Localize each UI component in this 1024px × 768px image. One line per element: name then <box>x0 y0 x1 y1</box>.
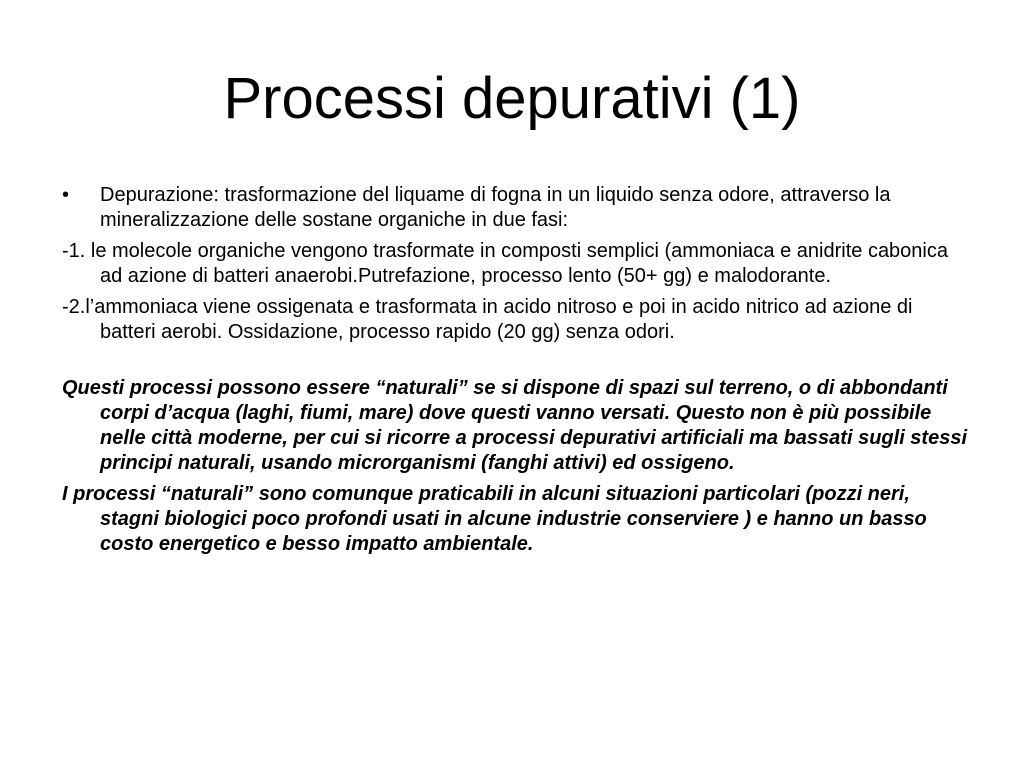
paragraph-phase-2: -2.l’ammoniaca viene ossigenata e trasformata in acido nitroso e poi in acido nitrico ad azione di batteri aerobi. Ossidazione, processo rapido (20 gg) senza odori. <box>62 296 913 343</box>
paragraph-natural-processes: Questi processi possono essere “naturali” se si dispone di spazi sul terreno, o di abbondanti corpi d’acqua (laghi, fiumi, mare) dove questi vanno versati. Questo non è più possibile nelle città moderne, per cui si ricorre a processi depurativi artificiali ma bassati sugli stessi principi naturali, usando microrganismi (fanghi attivi) ed ossigeno. <box>62 377 968 474</box>
paragraph-definition <box>62 183 967 233</box>
paragraph-text: Depurazione: trasformazione del liquame di fogna in un liquido senza odore, attraverso la mineralizzazione delle sostane organiche in due fasi: <box>100 184 891 231</box>
paragraph-special-situations: I processi “naturali” sono comunque praticabili in alcuni situazioni particolari (pozzi neri, stagni biologici poco profondi usati in alcune industrie conserviere ) e hanno un basso costo energetico e besso impatto ambientale. <box>62 483 927 555</box>
spacer <box>62 351 967 376</box>
paragraph-phase-1: -1. le molecole organiche vengono trasformate in composti semplici (ammoniaca e anidrite cabonica ad azione di batteri anaerobi.Putrefazione, processo lento (50+ gg) e malodorante. <box>62 240 948 287</box>
slide-body <box>62 183 967 563</box>
slide-title: Processi depurativi (1) <box>223 66 801 131</box>
bullet-marker: • <box>62 184 70 206</box>
